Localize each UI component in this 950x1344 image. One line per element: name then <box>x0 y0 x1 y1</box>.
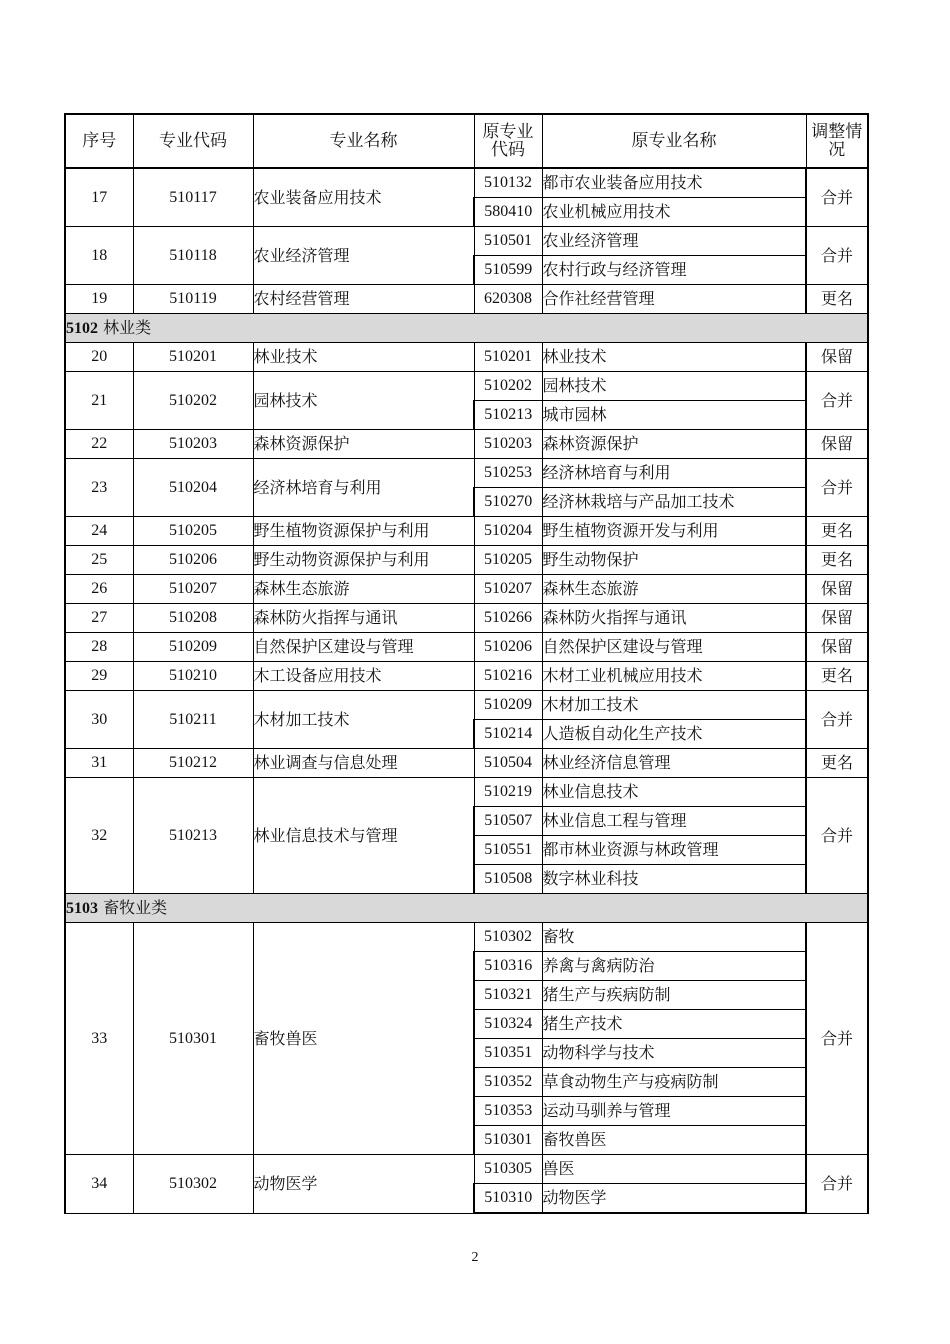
major-code: 510202 <box>133 372 253 430</box>
major-name: 森林资源保护 <box>253 430 474 459</box>
orig-major-name: 城市园林 <box>542 401 806 430</box>
orig-major-code: 510270 <box>474 488 542 517</box>
row-number: 25 <box>65 546 133 575</box>
orig-major-code: 510266 <box>474 604 542 633</box>
orig-major-code: 510214 <box>474 720 542 749</box>
row-number: 17 <box>65 168 133 227</box>
table-row <box>65 517 868 546</box>
major-name: 农村经营管理 <box>253 285 474 314</box>
orig-major-code: 510501 <box>474 227 542 256</box>
row-number: 33 <box>65 923 133 1155</box>
orig-major-name: 猪生产与疾病防制 <box>542 981 806 1010</box>
major-name: 经济林培育与利用 <box>253 459 474 517</box>
major-name: 木材加工技术 <box>253 691 474 749</box>
orig-major-name: 野生动物保护 <box>542 546 806 575</box>
row-number: 18 <box>65 227 133 285</box>
adjust-status: 更名 <box>806 546 868 575</box>
major-code: 510210 <box>133 662 253 691</box>
major-name: 自然保护区建设与管理 <box>253 633 474 662</box>
category-row <box>65 894 868 923</box>
table-row <box>65 285 868 314</box>
orig-major-code: 510201 <box>474 343 542 372</box>
orig-major-name: 草食动物生产与疫病防制 <box>542 1068 806 1097</box>
orig-major-name: 林业信息工程与管理 <box>542 807 806 836</box>
orig-major-name: 林业技术 <box>542 343 806 372</box>
orig-major-code: 510551 <box>474 836 542 865</box>
major-code: 510205 <box>133 517 253 546</box>
orig-major-code: 510302 <box>474 923 542 952</box>
adjustment-table <box>64 113 869 1214</box>
header-orig-name: 原专业名称 <box>542 114 806 168</box>
orig-major-name: 畜牧 <box>542 923 806 952</box>
orig-major-name: 农村行政与经济管理 <box>542 256 806 285</box>
orig-major-name: 农业经济管理 <box>542 227 806 256</box>
adjust-status: 合并 <box>806 227 868 285</box>
table-row <box>65 604 868 633</box>
major-code: 510118 <box>133 227 253 285</box>
adjust-status: 更名 <box>806 517 868 546</box>
orig-major-name: 合作社经营管理 <box>542 285 806 314</box>
orig-major-code: 510351 <box>474 1039 542 1068</box>
major-code: 510212 <box>133 749 253 778</box>
adjust-status: 合并 <box>806 778 868 894</box>
orig-major-code: 510202 <box>474 372 542 401</box>
header-no: 序号 <box>65 114 133 168</box>
category-name: 林业类 <box>103 317 152 337</box>
category-cell <box>65 894 868 923</box>
row-number: 26 <box>65 575 133 604</box>
table-row <box>65 778 868 807</box>
major-code: 510207 <box>133 575 253 604</box>
orig-major-name: 森林资源保护 <box>542 430 806 459</box>
major-code: 510301 <box>133 923 253 1155</box>
adjust-status: 合并 <box>806 372 868 430</box>
major-code: 510208 <box>133 604 253 633</box>
major-name: 野生动物资源保护与利用 <box>253 546 474 575</box>
orig-major-code: 580410 <box>474 198 542 227</box>
table-row <box>65 1155 868 1184</box>
major-code: 510206 <box>133 546 253 575</box>
adjust-status: 合并 <box>806 691 868 749</box>
orig-major-code: 510305 <box>474 1155 542 1184</box>
row-number: 27 <box>65 604 133 633</box>
orig-major-name: 养禽与禽病防治 <box>542 952 806 981</box>
orig-major-name: 农业机械应用技术 <box>542 198 806 227</box>
category-code: 5103 <box>66 899 98 917</box>
orig-major-name: 都市林业资源与林政管理 <box>542 836 806 865</box>
orig-major-code: 510599 <box>474 256 542 285</box>
row-number: 19 <box>65 285 133 314</box>
orig-major-code: 510213 <box>474 401 542 430</box>
orig-major-code: 510507 <box>474 807 542 836</box>
category-cell <box>65 314 868 343</box>
orig-major-name: 动物科学与技术 <box>542 1039 806 1068</box>
header-orig-code: 原专业代码 <box>474 114 542 168</box>
adjust-status: 更名 <box>806 662 868 691</box>
major-code: 510119 <box>133 285 253 314</box>
major-code: 510117 <box>133 168 253 227</box>
table-header-row <box>65 114 868 168</box>
table-row <box>65 372 868 401</box>
row-number: 30 <box>65 691 133 749</box>
orig-major-code: 510216 <box>474 662 542 691</box>
table-row <box>65 662 868 691</box>
header-code: 专业代码 <box>133 114 253 168</box>
major-code: 510302 <box>133 1155 253 1214</box>
orig-major-code: 510508 <box>474 865 542 894</box>
orig-major-code: 510204 <box>474 517 542 546</box>
orig-major-code: 620308 <box>474 285 542 314</box>
orig-major-name: 都市农业装备应用技术 <box>542 168 806 198</box>
table-row <box>65 691 868 720</box>
row-number: 24 <box>65 517 133 546</box>
major-name: 森林防火指挥与通讯 <box>253 604 474 633</box>
major-name: 林业技术 <box>253 343 474 372</box>
major-name: 畜牧兽医 <box>253 923 474 1155</box>
orig-major-name: 运动马驯养与管理 <box>542 1097 806 1126</box>
table-row <box>65 227 868 256</box>
major-code: 510209 <box>133 633 253 662</box>
table-row <box>65 343 868 372</box>
orig-major-name: 猪生产技术 <box>542 1010 806 1039</box>
orig-major-name: 兽医 <box>542 1155 806 1184</box>
orig-major-code: 510353 <box>474 1097 542 1126</box>
orig-major-name: 森林生态旅游 <box>542 575 806 604</box>
adjust-status: 保留 <box>806 575 868 604</box>
adjust-status: 保留 <box>806 343 868 372</box>
adjust-status: 更名 <box>806 749 868 778</box>
row-number: 28 <box>65 633 133 662</box>
table-row <box>65 749 868 778</box>
major-code: 510204 <box>133 459 253 517</box>
orig-major-code: 510209 <box>474 691 542 720</box>
adjust-status: 合并 <box>806 459 868 517</box>
row-number: 20 <box>65 343 133 372</box>
table-row <box>65 168 868 198</box>
orig-major-name: 经济林培育与利用 <box>542 459 806 488</box>
category-name: 畜牧业类 <box>103 897 168 917</box>
row-number: 22 <box>65 430 133 459</box>
major-code: 510201 <box>133 343 253 372</box>
orig-major-name: 数字林业科技 <box>542 865 806 894</box>
orig-major-name: 自然保护区建设与管理 <box>542 633 806 662</box>
orig-major-name: 园林技术 <box>542 372 806 401</box>
orig-major-code: 510219 <box>474 778 542 807</box>
major-name: 动物医学 <box>253 1155 474 1214</box>
orig-major-code: 510352 <box>474 1068 542 1097</box>
orig-major-code: 510205 <box>474 546 542 575</box>
adjust-status: 更名 <box>806 285 868 314</box>
major-name: 木工设备应用技术 <box>253 662 474 691</box>
orig-major-name: 畜牧兽医 <box>542 1126 806 1155</box>
major-name: 森林生态旅游 <box>253 575 474 604</box>
page-number: 2 <box>471 1250 479 1265</box>
orig-major-name: 经济林栽培与产品加工技术 <box>542 488 806 517</box>
table-row <box>65 546 868 575</box>
adjust-status: 合并 <box>806 1155 868 1214</box>
major-code: 510211 <box>133 691 253 749</box>
orig-major-name: 人造板自动化生产技术 <box>542 720 806 749</box>
major-name: 林业调查与信息处理 <box>253 749 474 778</box>
orig-major-code: 510321 <box>474 981 542 1010</box>
table-row <box>65 633 868 662</box>
major-name: 农业装备应用技术 <box>253 168 474 227</box>
orig-major-name: 森林防火指挥与通讯 <box>542 604 806 633</box>
orig-major-code: 510207 <box>474 575 542 604</box>
row-number: 29 <box>65 662 133 691</box>
orig-major-name: 林业信息技术 <box>542 778 806 807</box>
orig-major-name: 林业经济信息管理 <box>542 749 806 778</box>
major-code: 510203 <box>133 430 253 459</box>
adjust-status: 保留 <box>806 604 868 633</box>
major-name: 林业信息技术与管理 <box>253 778 474 894</box>
major-name: 野生植物资源保护与利用 <box>253 517 474 546</box>
orig-major-code: 510203 <box>474 430 542 459</box>
orig-major-name: 动物医学 <box>542 1184 806 1214</box>
orig-major-code: 510310 <box>474 1184 542 1214</box>
adjust-status: 保留 <box>806 633 868 662</box>
adjust-status: 保留 <box>806 430 868 459</box>
header-name: 专业名称 <box>253 114 474 168</box>
table-row <box>65 923 868 952</box>
category-row <box>65 314 868 343</box>
orig-major-code: 510504 <box>474 749 542 778</box>
row-number: 34 <box>65 1155 133 1214</box>
header-adjust: 调整情况 <box>806 114 868 168</box>
major-name: 农业经济管理 <box>253 227 474 285</box>
row-number: 32 <box>65 778 133 894</box>
orig-major-code: 510206 <box>474 633 542 662</box>
orig-major-code: 510301 <box>474 1126 542 1155</box>
orig-major-code: 510253 <box>474 459 542 488</box>
orig-major-name: 木材工业机械应用技术 <box>542 662 806 691</box>
orig-major-code: 510132 <box>474 168 542 198</box>
major-name: 园林技术 <box>253 372 474 430</box>
orig-major-code: 510324 <box>474 1010 542 1039</box>
table-row <box>65 575 868 604</box>
major-code: 510213 <box>133 778 253 894</box>
orig-major-code: 510316 <box>474 952 542 981</box>
row-number: 21 <box>65 372 133 430</box>
category-code: 5102 <box>66 319 98 337</box>
orig-major-name: 野生植物资源开发与利用 <box>542 517 806 546</box>
adjust-status: 合并 <box>806 168 868 227</box>
orig-major-name: 木材加工技术 <box>542 691 806 720</box>
row-number: 23 <box>65 459 133 517</box>
row-number: 31 <box>65 749 133 778</box>
adjust-status: 合并 <box>806 923 868 1155</box>
table-row <box>65 430 868 459</box>
table-row <box>65 459 868 488</box>
